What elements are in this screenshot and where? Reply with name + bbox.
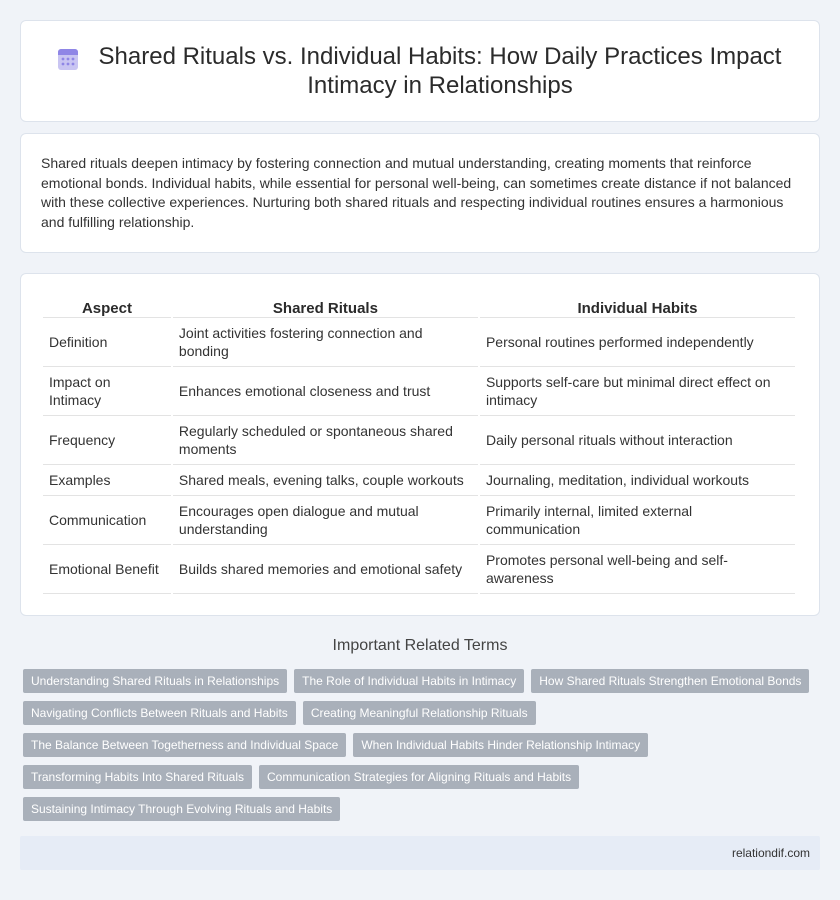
related-term-tag[interactable]: Communication Strategies for Aligning Rituals and Habits (259, 765, 579, 789)
table-cell: Examples (43, 465, 171, 496)
table-cell: Daily personal rituals without interaction (480, 416, 795, 465)
table-cell: Regularly scheduled or spontaneous shared moments (173, 416, 478, 465)
table-cell: Primarily internal, limited external communication (480, 496, 795, 545)
document-icon (55, 46, 81, 72)
table-cell: Personal routines performed independently (480, 318, 795, 367)
table-row (43, 318, 795, 367)
table-cell: Impact on Intimacy (43, 367, 171, 416)
related-term-tag[interactable]: Transforming Habits Into Shared Rituals (23, 765, 252, 789)
related-terms-heading: Important Related Terms (332, 637, 508, 654)
related-term-tag[interactable]: How Shared Rituals Strengthen Emotional Bonds (531, 669, 809, 693)
related-term-tag[interactable]: The Balance Between Togetherness and Individual Space (23, 733, 346, 757)
comparison-table-card (20, 273, 820, 616)
footer-site-name[interactable]: relationdif.com (731, 846, 810, 860)
table-header-row (43, 294, 795, 318)
title-wrap (40, 42, 800, 100)
table-cell: Emotional Benefit (43, 545, 171, 594)
intro-card (20, 133, 820, 253)
table-cell: Shared meals, evening talks, couple workouts (173, 465, 478, 496)
column-header-aspect: Aspect (43, 294, 171, 318)
related-term-tag[interactable]: Understanding Shared Rituals in Relationships (23, 669, 287, 693)
table-row (43, 465, 795, 496)
related-term-tag[interactable]: The Role of Individual Habits in Intimacy (294, 669, 524, 693)
table-row (43, 416, 795, 465)
table-row (43, 496, 795, 545)
related-terms-list (23, 669, 823, 821)
related-term-tag[interactable]: Creating Meaningful Relationship Rituals (303, 701, 536, 725)
table-row (43, 367, 795, 416)
column-header-individual-habits: Individual Habits (480, 294, 795, 318)
table-row (43, 545, 795, 594)
table-cell: Supports self-care but minimal direct effect on intimacy (480, 367, 795, 416)
related-term-tag[interactable]: When Individual Habits Hinder Relationship Intimacy (353, 733, 648, 757)
related-term-tag[interactable]: Sustaining Intimacy Through Evolving Rituals and Habits (23, 797, 340, 821)
intro-paragraph: Shared rituals deepen intimacy by fostering connection and mutual understanding, creating moments that reinforce emotional bonds. Individual habits, while essential for personal well-being, can sometimes create distance if not balanced with these collective experiences. Nurturing both shared rituals and respecting individual routines ensures a harmonious and fulfilling relationship. (41, 155, 792, 230)
table-cell: Joint activities fostering connection and bonding (173, 318, 478, 367)
table-cell: Communication (43, 496, 171, 545)
table-cell: Builds shared memories and emotional safety (173, 545, 478, 594)
comparison-table (41, 294, 797, 594)
column-header-shared-rituals: Shared Rituals (173, 294, 478, 318)
page-title: Shared Rituals vs. Individual Habits: How Daily Practices Impact Intimacy in Relationships (98, 43, 782, 99)
table-cell: Journaling, meditation, individual workouts (480, 465, 795, 496)
table-cell: Frequency (43, 416, 171, 465)
table-cell: Promotes personal well-being and self-awareness (480, 545, 795, 594)
footer (20, 836, 820, 870)
title-card (20, 20, 820, 122)
related-term-tag[interactable]: Navigating Conflicts Between Rituals and Habits (23, 701, 296, 725)
table-cell: Encourages open dialogue and mutual understanding (173, 496, 478, 545)
table-cell: Definition (43, 318, 171, 367)
table-cell: Enhances emotional closeness and trust (173, 367, 478, 416)
